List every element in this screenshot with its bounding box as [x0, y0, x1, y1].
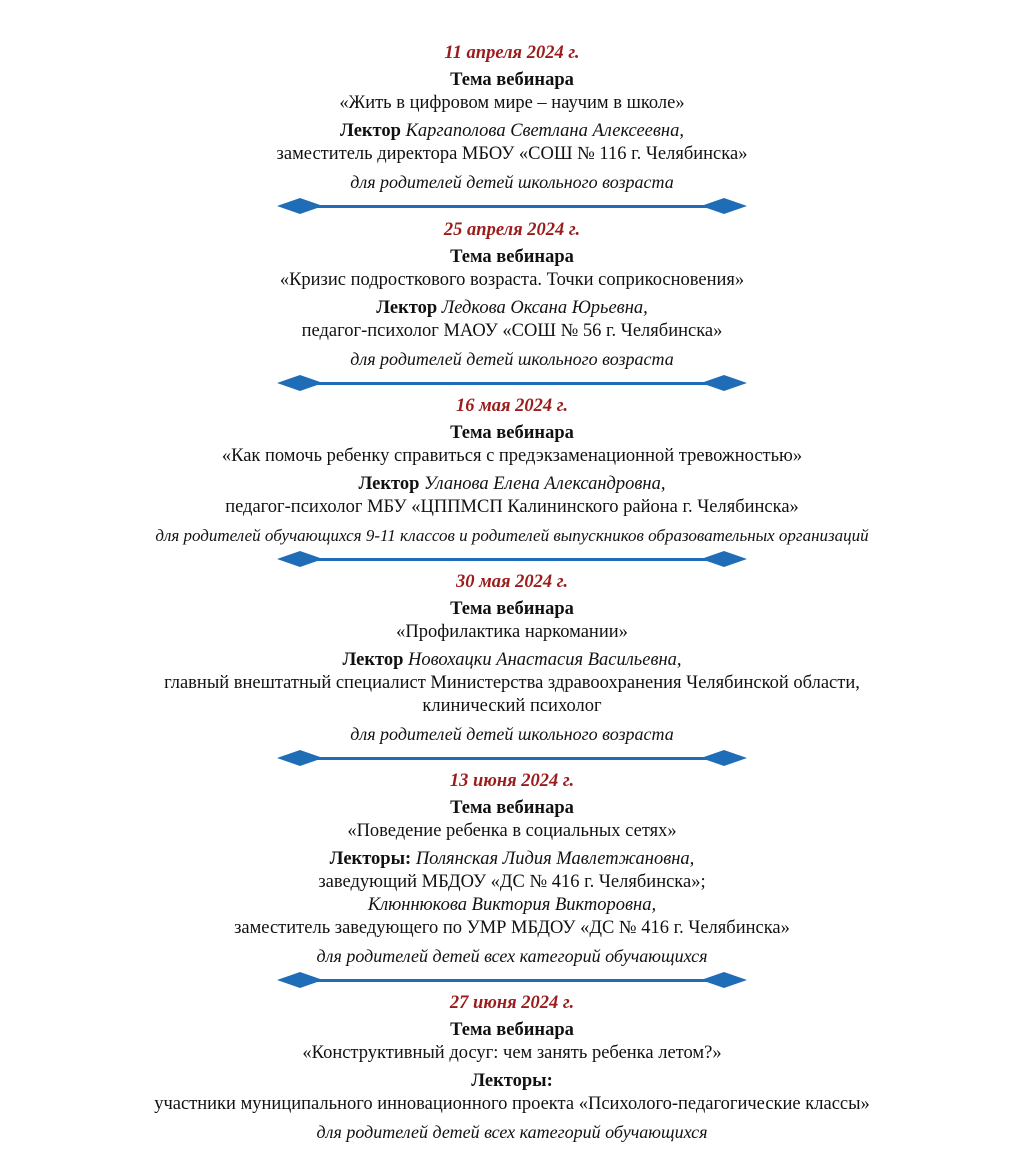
- topic-heading: Тема вебинара: [450, 599, 574, 619]
- audience: для родителей детей всех категорий обучающихся: [316, 946, 708, 966]
- lecturer-position: педагог-психолог МБУ «ЦППМСП Калининского района г. Челябинска»: [225, 497, 799, 517]
- webinar-date: 16 мая 2024 г.: [455, 396, 569, 416]
- diamond-icon: [277, 198, 323, 214]
- webinar-date: 27 июня 2024 г.: [449, 993, 575, 1013]
- lecturer-position-cont: клинический психолог: [422, 696, 602, 716]
- audience: для родителей обучающихся 9-11 классов и родителей выпускников образовательных организаций: [155, 526, 869, 545]
- lecturer: [0, 473, 1024, 496]
- webinar-entry: [0, 571, 1024, 766]
- divider: [277, 551, 747, 567]
- lecturer-name: Новохацки Анастасия Васильевна,: [408, 650, 682, 670]
- lecturer-label: Лекторы:: [329, 849, 412, 869]
- lecturer-name: Уланова Елена Александровна,: [424, 474, 666, 494]
- divider: [277, 750, 747, 766]
- webinar-topic: «Профилактика наркомании»: [396, 622, 628, 642]
- divider: [277, 375, 747, 391]
- lecturer-position: педагог-психолог МАОУ «СОШ № 56 г. Челябинска»: [301, 321, 723, 341]
- webinar-entry: [0, 42, 1024, 214]
- lecturer-name: Ледкова Оксана Юрьевна,: [441, 298, 648, 318]
- webinar-date: 13 июня 2024 г.: [449, 771, 575, 791]
- lecturer-position: заместитель директора МБОУ «СОШ № 116 г. Челябинска»: [276, 144, 748, 164]
- topic-heading: Тема вебинара: [450, 70, 574, 90]
- lecturer-position: главный внештатный специалист Министерства здравоохранения Челябинской области,: [164, 673, 860, 693]
- topic-heading: Тема вебинара: [450, 798, 574, 818]
- webinar-entry: [0, 395, 1024, 567]
- webinar-entry: [0, 992, 1024, 1144]
- lecturer: [0, 848, 1024, 871]
- diamond-icon: [701, 551, 747, 567]
- audience: для родителей детей школьного возраста: [350, 349, 674, 369]
- audience: для родителей детей школьного возраста: [350, 724, 674, 744]
- lecturer-label: Лектор: [376, 298, 438, 318]
- lecturer-position: заведующий МБДОУ «ДС № 416 г. Челябинска»;: [318, 872, 706, 892]
- webinar-entry: [0, 219, 1024, 391]
- diamond-icon: [701, 375, 747, 391]
- lecturer-name: Полянская Лидия Мавлетжановна,: [415, 849, 695, 869]
- webinar-date: 25 апреля 2024 г.: [443, 220, 581, 240]
- lecturer: [0, 297, 1024, 320]
- lecturer-name: Каргаполова Светлана Алексеевна,: [405, 121, 684, 141]
- lecturer-label: Лектор: [340, 121, 401, 141]
- lecturer-label: Лекторы:: [471, 1071, 553, 1091]
- webinar-topic: «Как помочь ребенку справиться с предэкзаменационной тревожностью»: [221, 446, 803, 466]
- lecturer: [0, 649, 1024, 672]
- diamond-icon: [277, 551, 323, 567]
- divider: [277, 972, 747, 988]
- diamond-icon: [277, 375, 323, 391]
- lecturer-2-position: заместитель заведующего по УМР МБДОУ «ДС № 416 г. Челябинска»: [234, 918, 790, 938]
- lecturer-label: Лектор: [358, 474, 420, 494]
- diamond-icon: [701, 198, 747, 214]
- webinar-topic: «Жить в цифровом мире – научим в школе»: [339, 93, 685, 113]
- webinar-date: 11 апреля 2024 г.: [444, 43, 580, 63]
- lecturer-label: Лектор: [342, 650, 404, 670]
- diamond-icon: [701, 750, 747, 766]
- audience: для родителей детей школьного возраста: [350, 172, 674, 192]
- webinar-entry: [0, 770, 1024, 988]
- divider: [277, 198, 747, 214]
- diamond-icon: [701, 972, 747, 988]
- webinar-topic: «Конструктивный досуг: чем занять ребенка летом?»: [302, 1043, 722, 1063]
- topic-heading: Тема вебинара: [450, 247, 574, 267]
- webinar-topic: «Кризис подросткового возраста. Точки соприкосновения»: [279, 270, 745, 290]
- webinar-date: 30 мая 2024 г.: [455, 572, 569, 592]
- lecturer-position: участники муниципального инновационного проекта «Психолого-педагогические классы»: [154, 1094, 870, 1114]
- lecturer-2-name: Клюннюкова Виктория Викторовна,: [367, 895, 657, 915]
- topic-heading: Тема вебинара: [450, 1020, 574, 1040]
- diamond-icon: [277, 750, 323, 766]
- webinar-topic: «Поведение ребенка в социальных сетях»: [347, 821, 677, 841]
- lecturer: [0, 120, 1024, 143]
- diamond-icon: [277, 972, 323, 988]
- audience: для родителей детей всех категорий обучающихся: [316, 1122, 708, 1142]
- topic-heading: Тема вебинара: [450, 423, 574, 443]
